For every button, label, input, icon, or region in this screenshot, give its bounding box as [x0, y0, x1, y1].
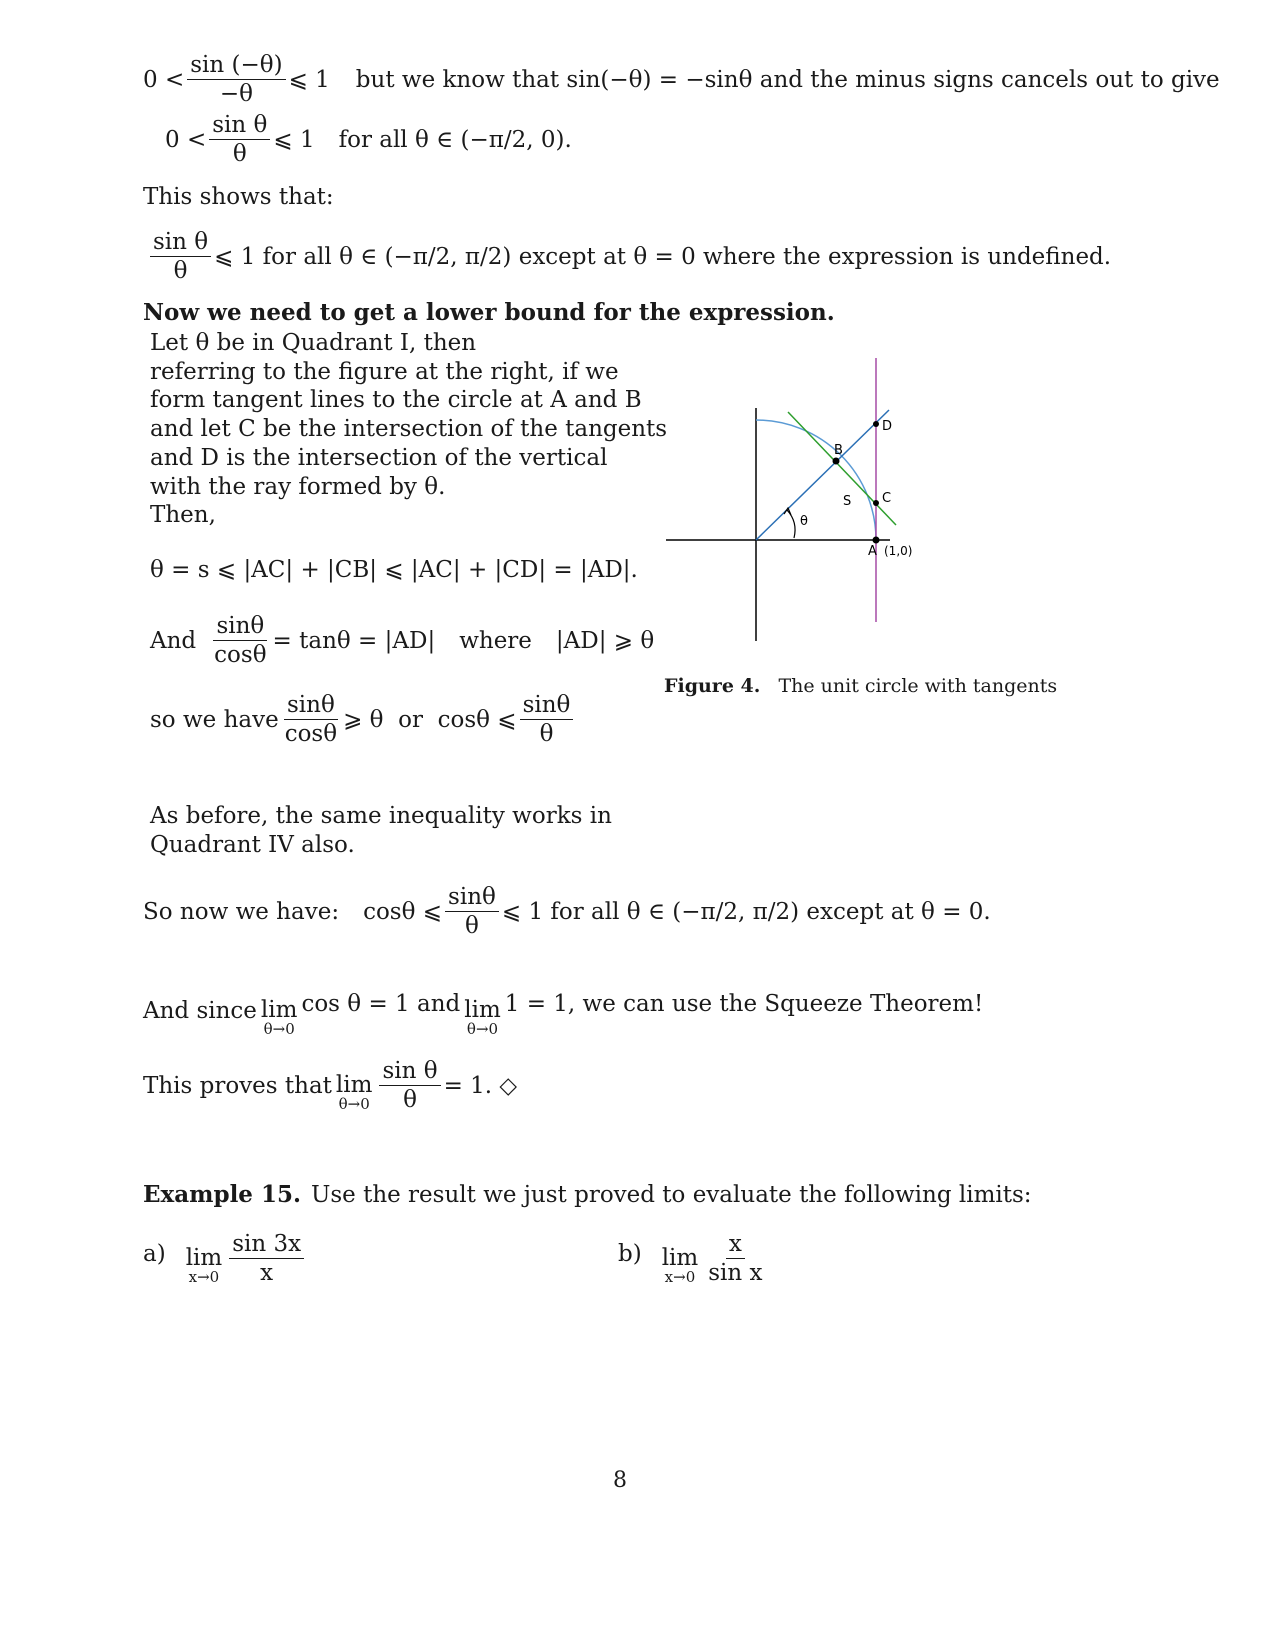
tangent-equation: And $\frac{\sin\theta}{\cos\theta}$ = tanθ = |AD| where |AD| ⩾ θ: [150, 613, 655, 669]
fraction: $\frac{\sin\theta}{\cos\theta}$: [214, 613, 267, 669]
angle-arrowhead: [784, 508, 791, 515]
example-heading: Example 15. Use the result we just proved to evaluate the following limits:: [143, 1181, 1032, 1208]
fraction: $\frac{\text{sin θ}}{\theta}$: [150, 229, 211, 285]
fraction: $\frac{\text{sin θ}}{\theta}$: [209, 112, 270, 168]
page-number: 8: [613, 1468, 627, 1493]
example-part-a: a) lim x→0 $\frac{\sin 3x}{x}$: [143, 1231, 307, 1287]
fraction: $\frac{\sin\theta}{\theta}$: [520, 692, 574, 748]
shows-that: This shows that:: [143, 184, 334, 210]
fraction: $\frac{\sin (-\theta)}{-\theta}$: [187, 52, 285, 108]
eq-text: but we know that sin(−θ) = −sinθ and the minus signs cancels out to give: [355, 66, 1220, 93]
limit: lim θ→0: [335, 1071, 373, 1114]
upper-bound-statement: $\frac{\text{sin θ}}{\theta}$ ⩽ 1 for all θ ∈ (−π/2, π/2) except at θ = 0 where the expression is undefined.: [147, 229, 1111, 285]
tangent-at-b: [788, 412, 896, 525]
label-c: C: [882, 491, 892, 506]
eq-relation: ⩽ 1: [273, 126, 315, 153]
point-a: [873, 537, 880, 544]
label-b: B: [834, 443, 843, 458]
eq-lead: 0 <: [143, 66, 185, 93]
proof-conclusion: This proves that lim θ→0 $\frac{\text{sin θ}}{\theta}$ = 1. ◇: [143, 1058, 518, 1114]
label-d: D: [882, 419, 893, 434]
label-theta: θ: [800, 514, 808, 529]
quadrant-iv-paragraph: As before, the same inequality works in Quadrant IV also.: [150, 803, 612, 858]
label-a: A: [868, 544, 877, 559]
limit: lim x→0: [661, 1244, 699, 1287]
eq-relation: ⩽ 1: [288, 66, 330, 93]
eq-line-2: [165, 112, 572, 168]
theta-ray: [756, 410, 892, 540]
limit: lim θ→0: [464, 997, 501, 1039]
eq-lead: 0 <: [165, 126, 207, 153]
unit-circle-figure: [660, 350, 940, 650]
eq-text: for all θ ∈ (−π/2, 0).: [338, 126, 572, 153]
and-since: And since lim θ→0 cos θ = 1 and lim θ→0 1 = 1, we can use the Squeeze Theorem!: [143, 990, 984, 1039]
point-d: [873, 421, 879, 427]
example-part-b: b) lim x→0 $\frac{x}{\text{sin x}}$: [618, 1231, 769, 1287]
so-we-have: so we have $\frac{\sin\theta}{\cos\theta}$ ⩾ θ or cosθ ⩽ $\frac{\sin\theta}{\theta}$: [150, 692, 576, 748]
fraction: $\frac{\sin\theta}{\cos\theta}$: [284, 692, 338, 748]
section-heading: Now we need to get a lower bound for the expression.: [143, 299, 835, 326]
figure-caption: Figure 4. The unit circle with tangents: [664, 675, 1058, 697]
point-b: [833, 458, 840, 465]
fraction: $\frac{\sin 3x}{x}$: [229, 1231, 304, 1287]
limit: lim x→0: [185, 1244, 223, 1287]
label-s: S: [843, 494, 852, 509]
label-a-coord: (1,0): [884, 544, 913, 558]
chain-inequality: θ = s ⩽ |AC| + |CB| ⩽ |AC| + |CD| = |AD|.: [150, 557, 638, 583]
quadrant-paragraph: Let θ be in Quadrant I, then referring to the figure at the right, if we form tangent lines to the circle at A and B and let C be the intersection of the tangents and D is the intersection of the vertical with the ray formed by θ. Then,: [150, 330, 668, 529]
point-c: [873, 500, 879, 506]
eq-line-1: [143, 52, 1220, 108]
limit: lim θ→0: [260, 997, 298, 1039]
fraction: $\frac{\sin\theta}{\theta}$: [445, 884, 499, 940]
so-now-we-have: So now we have: cosθ ⩽ $\frac{\sin\theta}{\theta}$ ⩽ 1 for all θ ∈ (−π/2, π/2) except at θ = 0.: [143, 884, 991, 940]
fraction: $\frac{x}{\text{sin x}}$: [708, 1231, 763, 1287]
fraction: $\frac{\text{sin θ}}{\theta}$: [379, 1058, 440, 1114]
